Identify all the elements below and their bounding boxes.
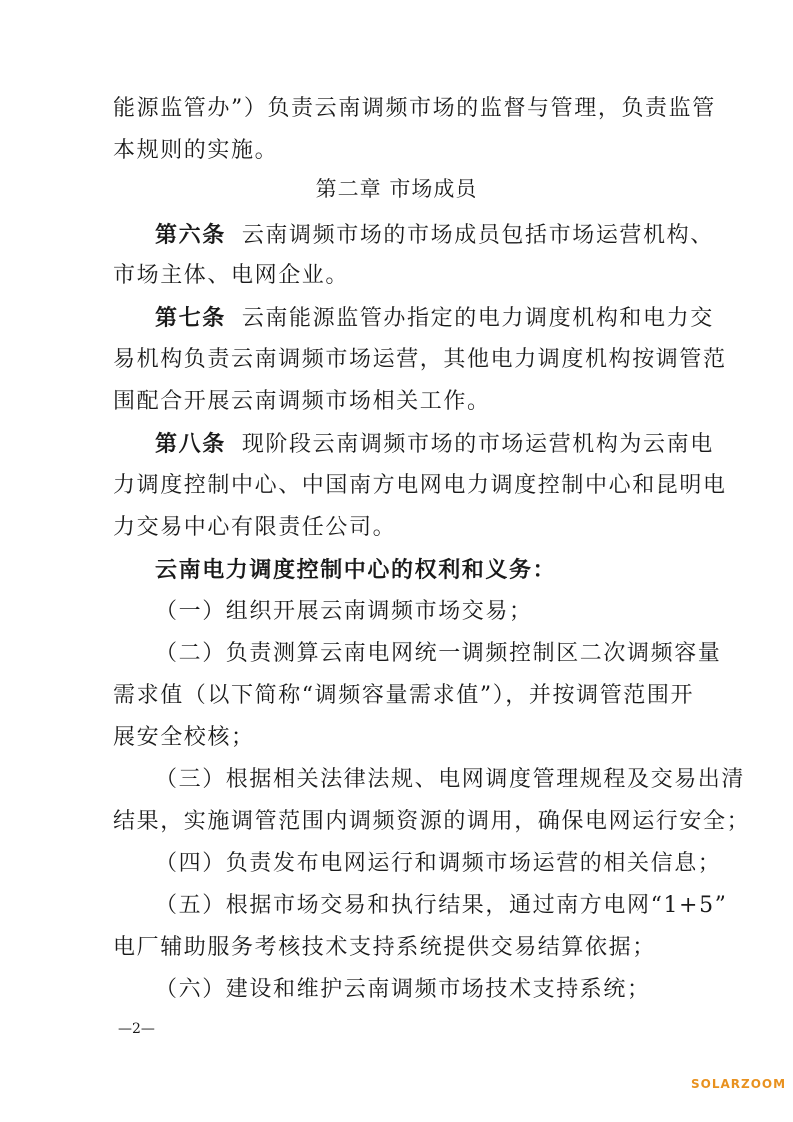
list-item: （三）根据相关法律法规、电网调度管理规程及交易出清 — [155, 767, 746, 792]
body-line: 力调度控制中心、中国南方电网电力调度控制中心和昆明电 — [113, 473, 727, 498]
body-line: 需求值（以下简称“调频容量需求值”），并按调管范围开 — [113, 683, 695, 708]
page-number: —2— — [118, 1021, 155, 1037]
section-subheading: 云南电力调度控制中心的权利和义务： — [155, 557, 557, 583]
list-item: （五）根据市场交易和执行结果，通过南方电网“1+5” — [155, 893, 728, 918]
article-label: 第八条 — [155, 431, 226, 457]
article-label: 第七条 — [155, 305, 226, 331]
body-line: 现阶段云南调频市场的市场运营机构为云南电 — [241, 432, 714, 457]
chapter-heading: 第二章 市场成员 — [315, 177, 478, 201]
body-line: 能源监管办”）负责云南调频市场的监督与管理，负责监管 — [113, 96, 716, 121]
list-item: （六）建设和维护云南调频市场技术支持系统； — [155, 977, 651, 1002]
article-label: 第六条 — [155, 222, 226, 248]
body-line: 力交易中心有限责任公司。 — [113, 515, 397, 540]
body-line: 电厂辅助服务考核技术支持系统提供交易结算依据； — [113, 935, 656, 960]
body-line: 展安全校核； — [113, 725, 255, 750]
list-item: （四）负责发布电网运行和调频市场运营的相关信息； — [155, 851, 722, 876]
body-line: 云南能源监管办指定的电力调度机构和电力交 — [241, 306, 714, 331]
body-line: 云南调频市场的市场成员包括市场运营机构、 — [241, 223, 714, 248]
body-line: 市场主体、电网企业。 — [113, 263, 350, 288]
article-8 — [155, 431, 714, 458]
list-item: （一）组织开展云南调频市场交易； — [155, 599, 533, 624]
article-6 — [155, 222, 714, 249]
article-7 — [155, 305, 714, 332]
list-item: （二）负责测算云南电网统一调频控制区二次调频容量 — [155, 641, 722, 666]
watermark-logo: SOLARZOOM — [691, 1077, 787, 1091]
body-line: 本规则的实施。 — [113, 138, 279, 163]
body-line: 围配合开展云南调频市场相关工作。 — [113, 389, 491, 414]
body-line: 易机构负责云南调频市场运营，其他电力调度机构按调管范 — [113, 347, 727, 372]
body-line: 结果，实施调管范围内调频资源的调用，确保电网运行安全； — [113, 809, 751, 834]
